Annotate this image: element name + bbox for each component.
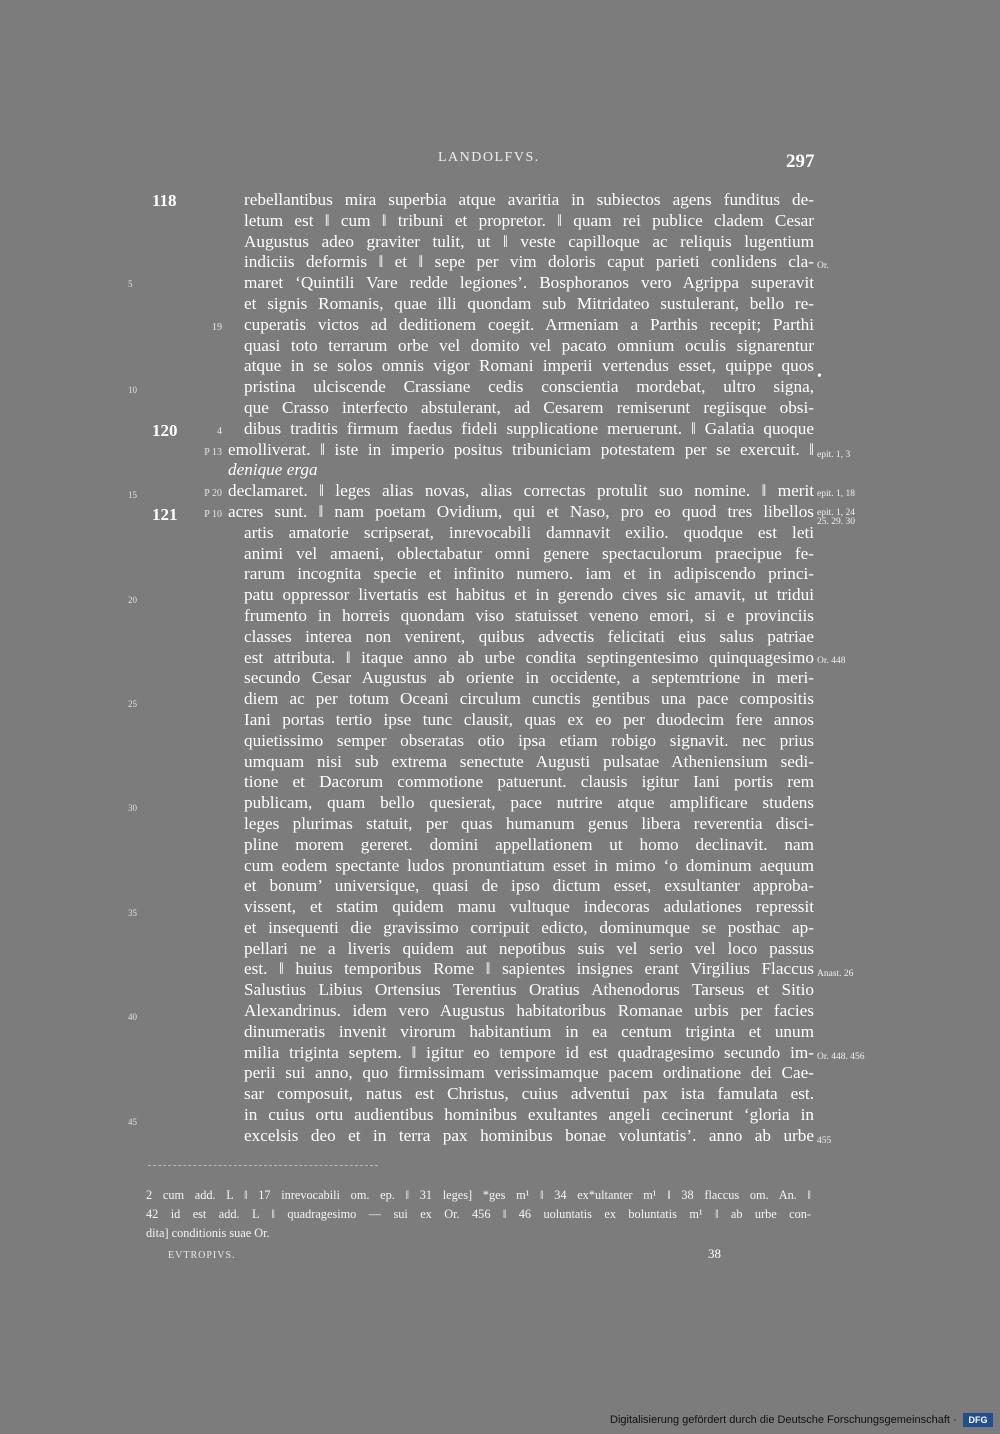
text-line: indiciis deformis ‖ et ‖ sepe per vim doloris caput parieti conlidens cla- — [244, 252, 814, 272]
source-ref: 4 — [217, 426, 222, 437]
text-line: denique erga — [228, 460, 318, 480]
text-line: vissent, et statim quidem manu vultuque indecoras adulationes repressit — [244, 897, 814, 917]
source-ref: P 13 — [204, 447, 222, 458]
text-line: tione et Dacorum commotione patuerunt. clausis igitur Iani portis rem — [244, 772, 814, 792]
chapter-number: 118 — [152, 191, 177, 210]
text-line: animi vel amaeni, oblectabatur omni genere spectaculorum praecipue fe- — [244, 543, 814, 563]
text-line: excelsis deo et in terra pax hominibus bonae voluntatis’. anno ab urbe — [244, 1125, 814, 1145]
footnote-line: 42 id est add. L ‖ quadragesimo — sui ex Or. 456 ‖ 46 uoluntatis ex boluntatis m¹ ‖ ab urbe con- — [146, 1207, 811, 1221]
text-line: perii sui anno, quo firmissimam verissimamque pacem ordinatione dei Cae- — [244, 1063, 814, 1083]
dfg-logo-icon: DFG — [963, 1413, 993, 1427]
text-line: Iani portas tertio ipse tunc clausit, quas ex eo per duodecim fere annos — [244, 709, 814, 729]
text-line: dibus traditis firmum faedus fideli supplicatione meruerunt. ‖ Galatia quoque — [244, 418, 814, 438]
text-line: classes interea non venirent, quibus advectis felicitati eius salus patriae — [244, 626, 814, 646]
text-line: rebellantibus mira superbia atque avaritia in subiectos agens funditus de- — [244, 190, 814, 209]
text-line: acres sunt. ‖ nam poetam Ovidium, qui et Naso, pro eo quod tres libellos — [228, 501, 814, 521]
text-line: est attributa. ‖ itaque anno ab urbe condita septingentesimo quinquagesimo — [244, 647, 814, 667]
text-line: Augustus adeo graviter tulit, ut ‖ veste capilloque ac reliquis lugentium — [244, 231, 814, 251]
text-line: dinumeratis invenit virorum habitantium in ea centum triginta et unum — [244, 1021, 814, 1041]
source-ref: 19 — [212, 322, 222, 333]
text-line: et signis Romanis, quae illi quondam sub Mitridateo sustulerant, bello re- — [244, 293, 814, 313]
page-number: 297 — [786, 151, 815, 172]
text-line: publicam, quam bello quesierat, pace nutrire atque amplificare studens — [244, 793, 814, 813]
sidenote: 455 — [817, 1136, 832, 1146]
line-number: 15 — [128, 490, 137, 500]
text-line: patu oppressor livertatis est habitus et in gerendo cives sic amavit, ut tridui — [244, 585, 814, 605]
line-number: 10 — [128, 385, 137, 395]
text-line: letum est ‖ cum ‖ tribuni et propretor. ‖ quam rei publice cladem Cesar — [244, 210, 814, 230]
line-number: 35 — [128, 908, 137, 918]
footnote-line: 2 cum add. L ‖ 17 inrevocabili om. ep. ‖ 31 leges] *ges m¹ ‖ 34 ex*ultanter m¹ ‖ 38 flaccus om. An. ‖ — [146, 1188, 811, 1202]
text-line: milia triginta septem. ‖ igitur eo tempore id est quadragesimo secundo im- — [244, 1042, 814, 1062]
line-number: 30 — [128, 803, 137, 813]
text-line: quietissimo semper obseratas otio ipsa etiam robigo signavit. nec prius — [244, 730, 814, 750]
text-line: pristina ulciscende Crassiane cedis conscientia mordebat, ultro signa, — [244, 377, 814, 397]
running-title: LANDOLFVS. — [438, 150, 540, 165]
critical-apparatus — [146, 1186, 811, 1243]
text-line: maret ‘Quintili Vare redde legiones’. Bosphoranos vero Agrippa superavit — [244, 273, 814, 293]
footnote-line: dita] conditionis suae Or. — [146, 1226, 270, 1240]
text-line: in cuius ortu audientibus hominibus exultantes angeli cecinerunt ‘gloria in — [244, 1105, 814, 1125]
text-line: Salustius Libius Ortensius Terentius Oratius Athenodorus Tarseus et Sitio — [244, 980, 814, 1000]
line-number: 5 — [128, 279, 133, 289]
sidenote: epit. 1, 3 — [817, 450, 851, 460]
text-line: et insequenti die gravissimo corripuit edicto, dominumque se posthac ap- — [244, 917, 814, 937]
main-text — [228, 190, 814, 1147]
line-number: 25 — [128, 699, 137, 709]
sidenote: Or. 448. 456 — [817, 1052, 865, 1062]
sidenote: 25. 29. 30 — [817, 517, 855, 527]
chapter-number: 120 — [152, 421, 178, 440]
text-line: pellari ne a liveris quidem aut nepotibus suis vel serio vel loco passus — [244, 938, 814, 958]
line-number: 40 — [128, 1012, 137, 1022]
text-line: diem ac per totum Oceani circulum cunctis gentibus una pace compositis — [244, 689, 814, 709]
sidenote: Or. — [817, 261, 829, 271]
text-line: artis amatorie scripserat, inrevocabili damnavit exilio. quodque est leti — [244, 522, 814, 542]
text-line: declamaret. ‖ leges alias novas, alias correctas protulit suo nomine. ‖ merit — [228, 481, 814, 501]
text-line: sar composuit, natus est Christus, cuius adventui pax ista famulata est. — [244, 1084, 814, 1104]
text-line: rarum incognita specie et infinito numero. iam et in adipiscendo princi- — [244, 564, 814, 584]
bottom-author: EVTROPIVS. — [168, 1250, 236, 1261]
sidenote: Anast. 26 — [817, 969, 854, 979]
text-line: Alexandrinus. idem vero Augustus habitatoribus Romanae urbis per facies — [244, 1001, 814, 1021]
line-number: 20 — [128, 595, 137, 605]
signature-mark: 38 — [708, 1246, 721, 1261]
text-line: secundo Cesar Augustus ab oriente in occidente, a septemtrione in meri- — [244, 668, 814, 688]
margin-dot: • — [817, 369, 822, 384]
text-line: et bonum’ universique, quasi de ipso dictum esset, exsultanter approba- — [244, 876, 814, 896]
text-line: que Crasso interfecto abstulerant, ad Cesarem remiserunt regiisque obsi- — [244, 397, 814, 417]
text-line: emolliverat. ‖ iste in imperio positus tribuniciam potestatem per se exercuit. ‖ — [228, 439, 814, 459]
chapter-number: 121 — [152, 505, 178, 524]
sidenote: Or. 448 — [817, 656, 846, 666]
footnote-divider — [148, 1165, 378, 1166]
text-line: cum eodem spectante ludos pronuntiatum esset in mimo ‘o dominum aequum — [244, 855, 814, 875]
text-line: atque in se solos omnis vigor Romani imperii vertendus esset, quippe quos — [244, 356, 814, 376]
sidenote: epit. 1, 18 — [817, 489, 855, 499]
text-line: leges plurimas statuit, per quas humanum genus libera reverentia disci- — [244, 813, 814, 833]
text-line: quasi toto terrarum orbe vel domito vel pacato omnium oculis signarentur — [244, 335, 814, 355]
sidenote: epit. 1, 24 — [817, 508, 855, 518]
source-ref: P 20 — [204, 488, 222, 499]
source-ref: P 10 — [204, 509, 222, 520]
line-number: 45 — [128, 1117, 137, 1127]
text-line: cuperatis victos ad deditionem coegit. Armeniam a Parthis recepit; Parthi — [244, 314, 814, 334]
funding-notice: Digitalisierung gefördert durch die Deutsche Forschungsgemeinschaft · — [610, 1414, 957, 1426]
text-line: frumento in horreis quondam viso statuisset veneno emori, si e provinciis — [244, 605, 814, 625]
text-line: est. ‖ huius temporibus Rome ‖ sapientes insignes erant Virgilius Flaccus — [244, 959, 814, 979]
text-line: umquam nisi sub extrema senectute Augusti pulsatae Atheniensium sedi- — [244, 751, 814, 771]
text-line: pline morem gereret. domini appellationem ut homo declinavit. nam — [244, 834, 814, 854]
